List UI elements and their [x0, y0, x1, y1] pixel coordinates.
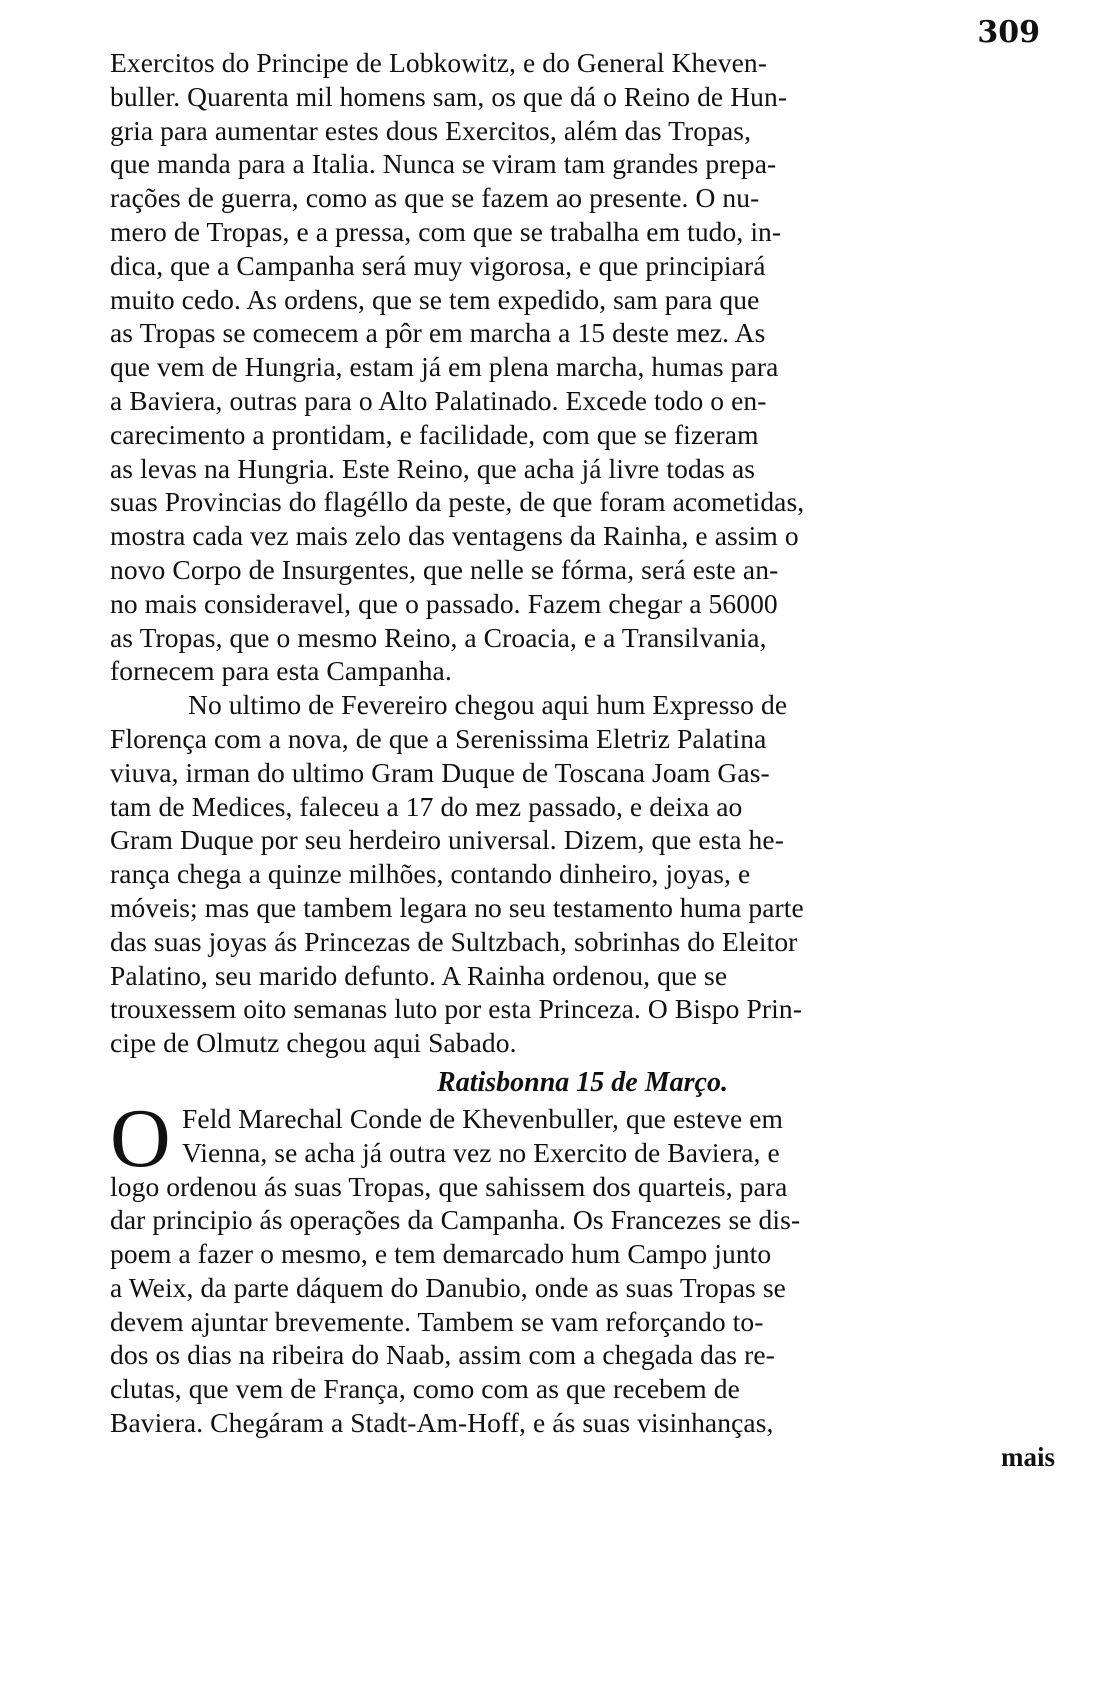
- text-line: no mais consideravel, que o passado. Fazem chegar a 56000: [110, 587, 778, 619]
- paragraph-lobkowitz: [110, 46, 1055, 688]
- catchword: mais: [1001, 1441, 1055, 1472]
- text-line: poem a fazer o mesmo, e tem demarcado hum Campo junto: [110, 1238, 772, 1270]
- text-line: muito cedo. As ordens, que se tem expedido, sam para que: [110, 283, 760, 315]
- text-line: mero de Tropas, e a pressa, com que se trabalha em tudo, in-: [110, 215, 782, 247]
- text-line: Feld Marechal Conde de Khevenbuller, que esteve em: [182, 1102, 784, 1134]
- text-line: dica, que a Campanha será muy vigorosa, e que principiará: [110, 249, 766, 281]
- text-line: a Weix, da parte dáquem do Danubio, onde as suas Tropas se: [110, 1271, 786, 1303]
- text-line: dos os dias na ribeira do Naab, assim com a chegada das re-: [110, 1339, 775, 1371]
- text-line: Florença com a nova, de que a Serenissima Eletriz Palatina: [110, 722, 767, 754]
- text-line: móveis; mas que tambem legara no seu testamento huma parte: [110, 891, 804, 923]
- text-line: mostra cada vez mais zelo das ventagens da Rainha, e assim o: [110, 520, 799, 552]
- paragraph-ratisbonna: [110, 1091, 1055, 1440]
- paragraph-florenca: [110, 688, 1055, 1060]
- text-line: carecimento a prontidam, e facilidade, com que se fizeram: [110, 418, 759, 450]
- page-number: 309: [977, 15, 1040, 50]
- text-line: Exercitos do Principe de Lobkowitz, e do General Kheven-: [110, 47, 767, 78]
- text-line: Palatino, seu marido defunto. A Rainha ordenou, que se: [110, 959, 728, 991]
- text-line: das suas joyas ás Princezas de Sultzbach, sobrinhas do Eleitor: [110, 925, 798, 957]
- text-line: as levas na Hungria. Este Reino, que acha já livre todas as: [110, 452, 756, 484]
- text-line: novo Corpo de Insurgentes, que nelle se fórma, será este an-: [110, 553, 779, 585]
- text-line: fornecem para esta Campanha.: [110, 655, 452, 687]
- text-line: logo ordenou ás suas Tropas, que sahissem dos quarteis, para: [110, 1170, 788, 1202]
- text-line: Vienna, se acha já outra vez no Exercito de Baviera, e: [182, 1136, 780, 1168]
- text-line: as Tropas se comecem a pôr em marcha a 15 deste mez. As: [110, 317, 766, 349]
- text-line: devem ajuntar brevemente. Tambem se vam reforçando to-: [110, 1305, 764, 1337]
- text-line: cipe de Olmutz chegou aqui Sabado.: [110, 1027, 517, 1059]
- text-line: as Tropas, que o mesmo Reino, a Croacia, e a Transilvania,: [110, 621, 767, 653]
- text-line: No ultimo de Fevereiro chegou aqui hum Expresso de: [188, 689, 788, 721]
- text-line: Gram Duque por seu herdeiro universal. Dizem, que esta he-: [110, 824, 784, 856]
- text-line: a Baviera, outras para o Alto Palatinado. Excede todo o en-: [110, 384, 767, 416]
- text-line: dar principio ás operações da Campanha. Os Francezes se dis-: [110, 1204, 801, 1236]
- text-line: que manda para a Italia. Nunca se viram tam grandes prepa-: [110, 148, 777, 180]
- text-line: rações de guerra, como as que se fazem ao presente. O nu-: [110, 182, 760, 214]
- text-column: [110, 46, 1055, 1474]
- text-line: trouxessem oito semanas luto por esta Princeza. O Bispo Prin-: [110, 993, 802, 1025]
- text-line: Baviera. Chegáram a Stadt-Am-Hoff, e ás suas visinhanças,: [110, 1407, 774, 1439]
- text-line: gria para aumentar estes dous Exercitos, além das Tropas,: [110, 114, 752, 146]
- text-line: rança chega a quinze milhões, contando dinheiro, joyas, e: [110, 858, 751, 890]
- text-line: tam de Medices, faleceu a 17 do mez passado, e deixa ao: [110, 790, 743, 822]
- dateline-heading: Ratisbonna 15 de Março.: [437, 1066, 728, 1098]
- text-line: suas Provincias do flagéllo da peste, de que foram acometidas,: [110, 486, 805, 518]
- text-line: que vem de Hungria, estam já em plena marcha, humas para: [110, 351, 779, 383]
- drop-cap: O: [110, 1091, 171, 1185]
- text-line: viuva, irman do ultimo Gram Duque de Toscana Joam Gas-: [110, 756, 770, 788]
- text-line: buller. Quarenta mil homens sam, os que dá o Reino de Hun-: [110, 80, 788, 112]
- text-line: clutas, que vem de França, como com as que recebem de: [110, 1373, 740, 1405]
